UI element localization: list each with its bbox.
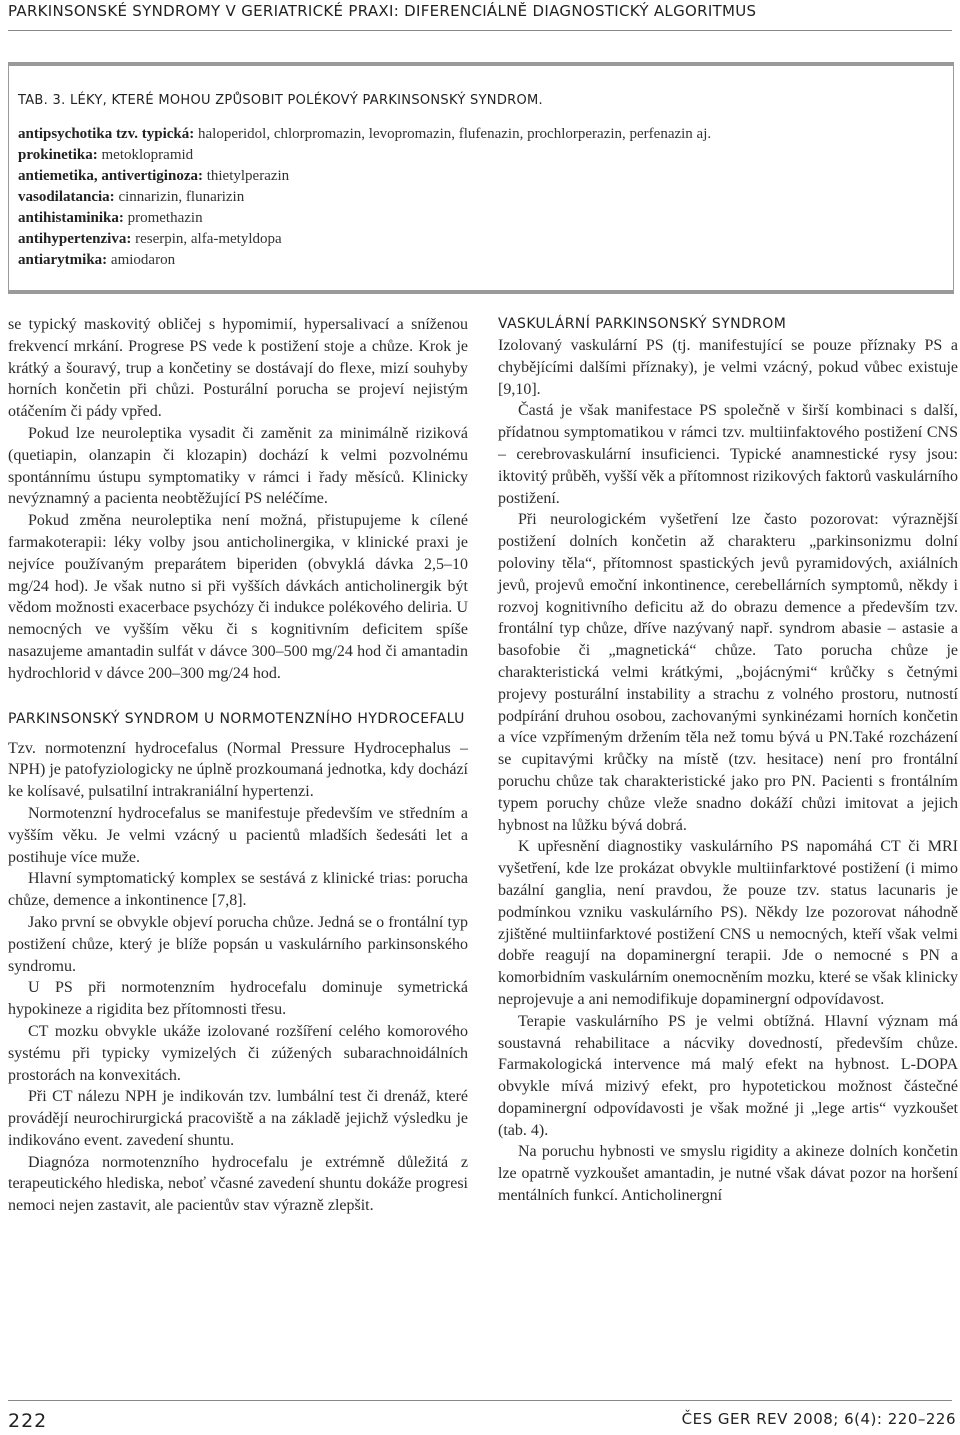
drug-names: amiodaron [107, 252, 176, 268]
paragraph: Pokud změna neuroleptika není možná, přistupujeme k cílené farmakoterapii: léky volby jsou anticholinergika, v klinické praxi je nejvíce používaným preparátem biperiden (obvyklá dávka 2,5–10 mg/24 hod). Je však nutno si při vyšších dávkách anticholinergik být vědom možnosti exacerbace psychózy či indukce polékového deliria. U nemocných ve vyšším věku či s kognitivním deficitem spíše nasazujeme amantadin sulfát v dávce 300–500 mg/24 hod či amantadin hydrochlorid v dávce 200–300 mg/24 hod. [8, 512, 468, 682]
section-heading-vascular: VASKULÁRNÍ PARKINSONSKÝ SYNDROM [498, 316, 787, 332]
drug-table [18, 124, 948, 271]
table-box-bottom-border [8, 290, 954, 294]
table-row [18, 124, 948, 145]
drug-names: thietylperazin [202, 168, 290, 184]
drug-names: promethazin [123, 210, 203, 226]
paragraph: Při neurologickém vyšetření lze často pozorovat: výraznější postižení dolních končetin až charakteru „parkinsonizmu dolní poloviny těla“, přítomnost spastických jevů pyramidových, axiálních jevů, projevů emoční inkontinence, cerebellárních symptomů, někdy i rozvoj kognitivního deficitu až do obrazu demence a především tzv. frontální typ chůze, dříve nazývaný např. syndrom abasie – astasie a basofobie či „magnetická“ chůze. Tato porucha chůze je charakteristická velmi krátkými, „bojácnými“ krůčky s četnými projevy posturální instability a strachu z volného prostoru, nutností podpírání druhou osobou, zachovanými synkinézami horních končetin a více vzpřímeným držením těla než tomu bývá u PN.Také rozcházení se cupitavými krůčky na místě (tzv. hesitace) není pro frontální poruchu chůze tak charakteristické jako pro PN. Pacienti s frontálním typem poruchy chůze vleže snadno dokáží chůzi imitovat a jejich hybnost na lůžku bývá dobrá. [498, 511, 958, 834]
paragraph: Při CT nálezu NPH je indikován tzv. lumbální test či drenáž, které provádějí neurochirurgická pracoviště a na základě jejichž výsledku je indikováno event. zavedení shuntu. [8, 1088, 468, 1149]
page-number: 222 [8, 1410, 48, 1432]
paragraph: Diagnóza normotenzního hydrocefalu je extrémně důležitá z terapeutického hlediska, neboť včasné zavedení shuntu dokáže progresi nemoci nejen zastavit, ale pacientův stav výrazně zlepšit. [8, 1153, 468, 1215]
drug-category: antiarytmika: [18, 252, 108, 268]
drug-names: reserpin, alfa-metyldopa [131, 231, 282, 247]
paragraph: Tzv. normotenzní hydrocefalus (Normal Pressure Hydrocephalus – NPH) je patofyziologicky ne úplně prozkoumaná jednotka, kdy dochází ke kolísavé, pulsatilní intrakraniální hypertenzi. [8, 739, 468, 801]
drug-category: prokinetika: [18, 147, 98, 163]
drug-names: haloperidol, chlorpromazin, levopromazin, flufenazin, prochlorperazin, perfenazin aj. [194, 126, 712, 142]
drug-category: antihistaminika: [18, 210, 124, 226]
paragraph: Pokud lze neuroleptika vysadit či zaměnit za minimálně riziková (quetiapin, olanzapin či klozapin) dochází k velmi pozvolnému spontánnímu ústupu symptomatiky v rámci i řady měsíců. Klinicky nevýznamný a pacienta neobtěžující PS neléčíme. [8, 424, 468, 508]
drug-category: antipsychotika tzv. typická: [18, 126, 195, 142]
right-column [498, 314, 958, 1207]
header-divider [8, 30, 952, 31]
drug-category: vasodilatancia: [18, 189, 115, 205]
paragraph: K upřesnění diagnostiky vaskulárního PS napomáhá CT či MRI vyšetření, kde lze prokázat obvykle multiinfarktové postižení (i mimo bazální ganglia, není pravdou, že pouze tzv. status lacunaris je podmínkou vzniku vaskulárního PS). Někdy lze pozorovat náhodně zjištěné multiinfarktové postižení CNS u nemocných, kteří však velmi dobře reagují na dopaminergní terapii. Jde o nemocné s PN a komorbidním vaskulárním onemocněním mozku, které se však klinicky neprojevuje a ani nemodifikuje dopaminergní odpovídavost. [498, 838, 958, 1008]
running-head: PARKINSONSKÉ SYNDROMY V GERIATRICKÉ PRAXI: DIFERENCIÁLNĚ DIAGNOSTICKÝ ALGORITMUS [8, 2, 757, 20]
table-caption: TAB. 3. LÉKY, KTERÉ MOHOU ZPŮSOBIT POLÉKOVÝ PARKINSONSKÝ SYNDROM. [18, 93, 543, 108]
table-row [18, 208, 948, 229]
paragraph: Na poruchu hybnosti ve smyslu rigidity a akineze dolních končetin lze opatrně vyzkoušet amantadin, je nutné však dávat pozor na horšení mentálních funkcí. Anticholinergní [498, 1143, 958, 1205]
drug-names: cinnarizin, flunarizin [114, 189, 245, 205]
paragraph: Izolovaný vaskulární PS (tj. manifestující se pouze příznaky PS a chybějícími dalšími příznaky), je velmi vzácný, pokud vůbec existuje [9,10]. [498, 337, 958, 398]
paragraph: Hlavní symptomatický komplex se sestává z klinické trias: porucha chůze, demence a inkontinence [7,8]. [8, 870, 468, 910]
paragraph: Terapie vaskulárního PS je velmi obtížná. Hlavní význam má soustavná rehabilitace a nácviky dovedností, především chůze. Farmakologická intervence má malý efekt na hybnost. L-DOPA obvykle mívá mizivý efekt, pro hypotetickou možnost částečné dopaminergní odpovídavosti je však možné ji „lege artis“ vyzkoušet (tab. 4). [498, 1012, 958, 1139]
table-row [18, 187, 948, 208]
drug-category: antiemetika, antivertiginoza: [18, 168, 203, 184]
paragraph: Častá je však manifestace PS společně v širší kombinaci s další, přídatnou symptomatikou v rámci tzv. multiinfaktového postižení CNS – cerebrovaskulární insuficienci. Typické anamnestické rysy jsou: iktovitý průběh, vyšší věk a přítomnost rizikových faktorů vaskulárního postižení. [498, 402, 958, 507]
paragraph: Normotenzní hydrocefalus se manifestuje především ve středním a vyšším věku. Je velmi vzácný u pacientů mladších šedesáti let a postihuje více muže. [8, 804, 468, 866]
footer-divider [8, 1400, 952, 1401]
section-heading-nph: PARKINSONSKÝ SYNDROM U NORMOTENZNÍHO HYDROCEFALU [8, 710, 465, 727]
paragraph: se typický maskovitý obličej s hypomimií, hypersalivací a sníženou frekvencí mrkání. Progrese PS vede k postižení stoje a chůze. Krok je krátký a šouravý, trup a končetiny se dostávají do flexe, mizí souhyby horních končetin při chůzi. Posturální porucha se projeví nejistým otáčením či pády vpřed. [8, 316, 468, 421]
left-column [8, 314, 468, 1217]
drug-names: metoklopramid [97, 147, 194, 163]
table-row [18, 145, 948, 166]
table-row [18, 166, 948, 187]
table-row [18, 229, 948, 250]
paragraph: CT mozku obvykle ukáže izolované rozšíření celého komorového systému při typicky vymizelých či zúžených subarachnoidálních prostorách na konvexitách. [8, 1022, 468, 1084]
paragraph: Jako první se obvykle objeví porucha chůze. Jedná se o frontální typ postižení chůze, který je blíže popsán u vaskulárního parkinsonského syndromu. [8, 913, 468, 975]
table-row [18, 250, 948, 271]
drug-category: antihypertenziva: [18, 231, 132, 247]
paragraph: U PS při normotenzním hydrocefalu dominuje symetrická hypokineze a rigidita bez přítomnosti třesu. [8, 979, 468, 1019]
journal-citation: ČES GER REV 2008; 6(4): 220–226 [681, 1410, 956, 1428]
